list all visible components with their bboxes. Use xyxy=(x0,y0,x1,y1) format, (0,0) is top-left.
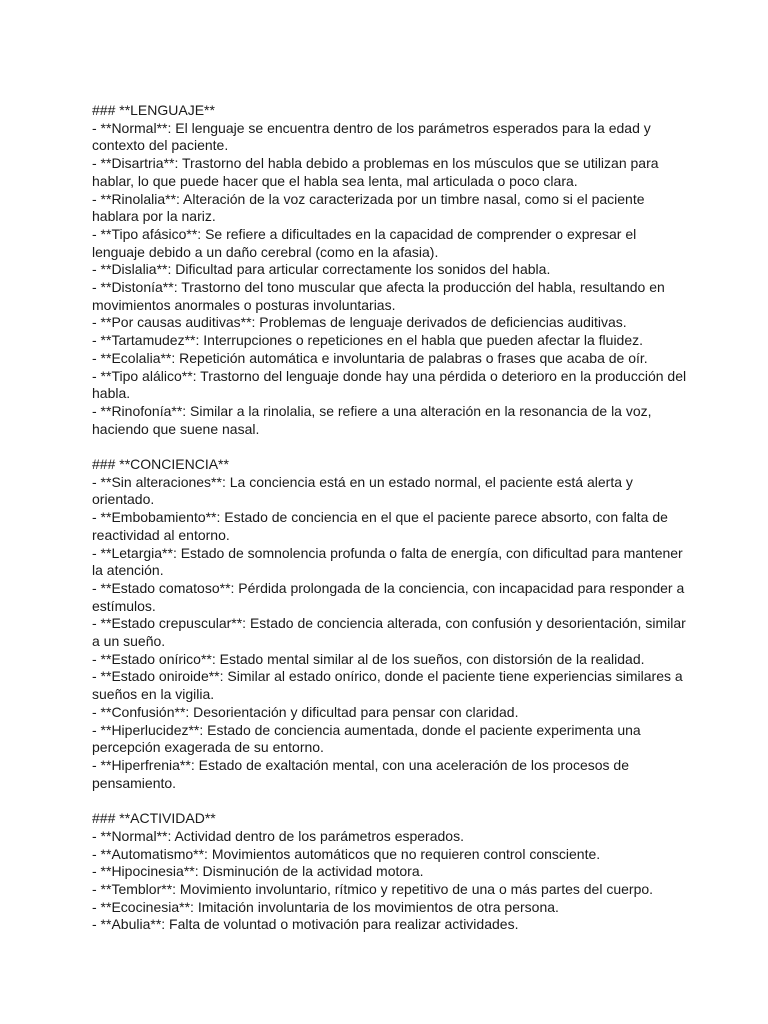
list-item: - **Rinolalia**: Alteración de la voz caracterizada por un timbre nasal, como si el paciente hablara por la nariz. xyxy=(92,190,645,225)
list-item: - **Tipo alálico**: Trastorno del lenguaje donde hay una pérdida o deterioro en la producción del habla. xyxy=(92,367,687,402)
list-item: - **Distonía**: Trastorno del tono muscular que afecta la producción del habla, resultando en movimientos anormales o posturas involuntarias. xyxy=(92,279,665,313)
list-item: - **Normal**: El lenguaje se encuentra dentro de los parámetros esperados para la edad y contexto del paciente. xyxy=(92,119,651,154)
document-page xyxy=(92,102,692,952)
section-actividad xyxy=(92,810,692,934)
list-item: - **Rinofonía**: Similar a la rinolalia, se refiere a una alteración en la resonancia de la voz, haciendo que suene nasal. xyxy=(92,402,652,437)
list-item: - **Hipocinesia**: Disminución de la actividad motora. xyxy=(92,863,424,880)
list-item: - **Temblor**: Movimiento involuntario, rítmico y repetitivo de una o más partes del cuerpo. xyxy=(92,880,654,897)
list-item: - **Abulia**: Falta de voluntad o motivación para realizar actividades. xyxy=(92,916,519,933)
list-item: - **Confusión**: Desorientación y dificultad para pensar con claridad. xyxy=(92,703,519,720)
list-item: - **Sin alteraciones**: La conciencia está en un estado normal, el paciente está alerta y orientado. xyxy=(92,473,633,508)
list-item: - **Estado oniroide**: Similar al estado onírico, donde el paciente tiene experiencias similares a sueños en la vigilia. xyxy=(92,668,683,703)
list-item: - **Ecocinesia**: Imitación involuntaria de los movimientos de otra persona. xyxy=(92,898,559,915)
section-heading: ### **LENGUAJE** xyxy=(92,102,215,118)
list-item: - **Hiperlucidez**: Estado de conciencia aumentada, donde el paciente experimenta una percepción exagerada de su entorno. xyxy=(92,721,641,756)
section-heading: ### **ACTIVIDAD** xyxy=(92,810,216,827)
list-item: - **Normal**: Actividad dentro de los parámetros esperados. xyxy=(92,827,464,844)
list-item: - **Dislalia**: Dificultad para articular correctamente los sonidos del habla. xyxy=(92,261,551,278)
section-lenguaje xyxy=(92,102,692,438)
list-item: - **Ecolalia**: Repetición automática e involuntaria de palabras o frases que acaba de oír. xyxy=(92,349,648,366)
list-item: - **Estado onírico**: Estado mental similar al de los sueños, con distorsión de la realidad. xyxy=(92,650,645,667)
list-item: - **Automatismo**: Movimientos automáticos que no requieren control consciente. xyxy=(92,845,601,862)
list-item: - **Estado comatoso**: Pérdida prolongada de la conciencia, con incapacidad para responder a estímulos. xyxy=(92,579,685,614)
list-item: - **Embobamiento**: Estado de conciencia en el que el paciente parece absorto, con falta de reactividad al entorno. xyxy=(92,509,668,543)
list-item: - **Tartamudez**: Interrupciones o repeticiones en el habla que pueden afectar la fluidez. xyxy=(92,332,644,349)
section-conciencia xyxy=(92,456,692,792)
list-item: - **Disartria**: Trastorno del habla debido a problemas en los músculos que se utilizan para hablar, lo que puede hacer que el habla sea lenta, mal articulada o poco clara. xyxy=(92,155,659,189)
list-item: - **Letargia**: Estado de somnolencia profunda o falta de energía, con dificultad para mantener la atención. xyxy=(92,544,683,579)
list-item: - **Tipo afásico**: Se refiere a dificultades en la capacidad de comprender o expresar el lenguaje debido a un daño cerebral (como en la afasia). xyxy=(92,225,637,260)
section-heading: ### **CONCIENCIA** xyxy=(92,456,229,473)
list-item: - **Estado crepuscular**: Estado de conciencia alterada, con confusión y desorientación, similar a un sueño. xyxy=(92,615,686,650)
list-item: - **Hiperfrenia**: Estado de exaltación mental, con una aceleración de los procesos de pensamiento. xyxy=(92,757,629,791)
list-item: - **Por causas auditivas**: Problemas de lenguaje derivados de deficiencias auditivas. xyxy=(92,314,627,331)
